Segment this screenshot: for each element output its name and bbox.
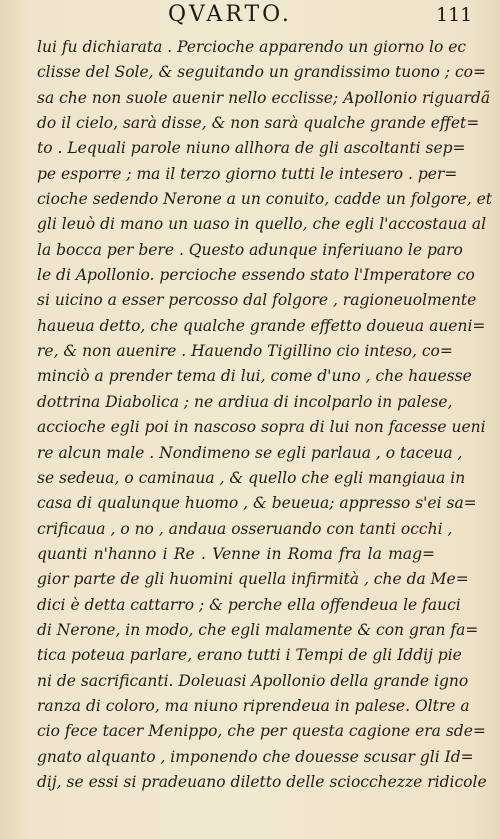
running-head: QVARTO.	[168, 2, 292, 27]
text-line: gior parte de gli huomini quella infirmità , che da Me=	[37, 570, 469, 589]
text-line: sa che non suole auenir nello ecclisse; Apollonio riguardã	[37, 88, 491, 107]
text-line: le di Apollonio. percioche essendo stato l'Imperatore co	[37, 266, 475, 285]
text-line: cio fece tacer Menippo, che per questa cagione era sde=	[37, 722, 486, 741]
text-line: casa di qualunque huomo , & beueua; appresso s'ei sa=	[37, 494, 477, 513]
text-line: pe esporre ; ma il terzo giorno tutti le intesero . per=	[37, 164, 458, 183]
page-number: 111	[436, 4, 473, 26]
text-line: ranza di coloro, ma niuno riprendeua in palese. Oltre a	[37, 696, 470, 715]
text-line: la bocca per bere . Questo adunque inferiuano le paro	[37, 240, 463, 259]
text-line: minciò a prender tema di lui, come d'uno , che hauesse	[37, 367, 472, 386]
text-line: re alcun male . Nondimeno se egli parlaua , o taceua ,	[37, 443, 463, 462]
text-line: gli leuò di mano un uaso in quello, che egli l'accostaua al	[37, 215, 487, 234]
text-line: gnato alquanto , imponendo che douesse scusar gli Id=	[37, 747, 474, 766]
text-line: cioche sedendo Nerone a un conuito, cadde un folgore, et	[37, 190, 492, 209]
text-line: dij, se essi si pradeuano diletto delle sciocchezze ridicole	[37, 772, 487, 791]
text-line: clisse del Sole, & seguitando un grandissimo tuono ; co=	[37, 63, 486, 82]
text-line: dici è detta cattarro ; & perche ella offendeua le fauci	[37, 595, 461, 614]
text-line: si uicino a esser percosso dal folgore , ragioneuolmente	[37, 291, 477, 310]
text-line: quanti n'hanno i Re . Venne in Roma fra la mag=	[37, 544, 435, 563]
text-line: crificaua , o no , andaua osseruando con tanti occhi ,	[37, 519, 453, 538]
text-line: di Nerone, in modo, che egli malamente & con gran fa=	[37, 620, 479, 639]
body-text	[37, 35, 492, 795]
text-line: tica poteua parlare, erano tutti i Tempi de gli Iddij pie	[37, 646, 462, 665]
text-line: haueua detto, che qualche grande effetto doueua aueni=	[37, 316, 486, 335]
text-line: lui fu dichiarata . Percioche apparendo un giorno lo ec	[37, 38, 467, 56]
text-line: accioche egli poi in nascoso sopra di lui non facesse ueni	[37, 418, 486, 437]
text-line: do il cielo, sarà disse, & non sarà qualche grande effet=	[37, 114, 480, 133]
text-line: to . Lequali parole niuno allhora de gli ascoltanti sep=	[37, 139, 466, 158]
text-line: ni de sacrificanti. Doleuasi Apollonio della grande igno	[37, 671, 469, 690]
page-header	[0, 2, 500, 32]
text-line: dottrina Diabolica ; ne ardiua di incolparlo in palese,	[37, 392, 453, 411]
text-line: re, & non auenire . Hauendo Tigillino cio inteso, co=	[37, 342, 453, 361]
text-line: se sedeua, o caminaua , & quello che egli mangiaua in	[37, 468, 466, 487]
